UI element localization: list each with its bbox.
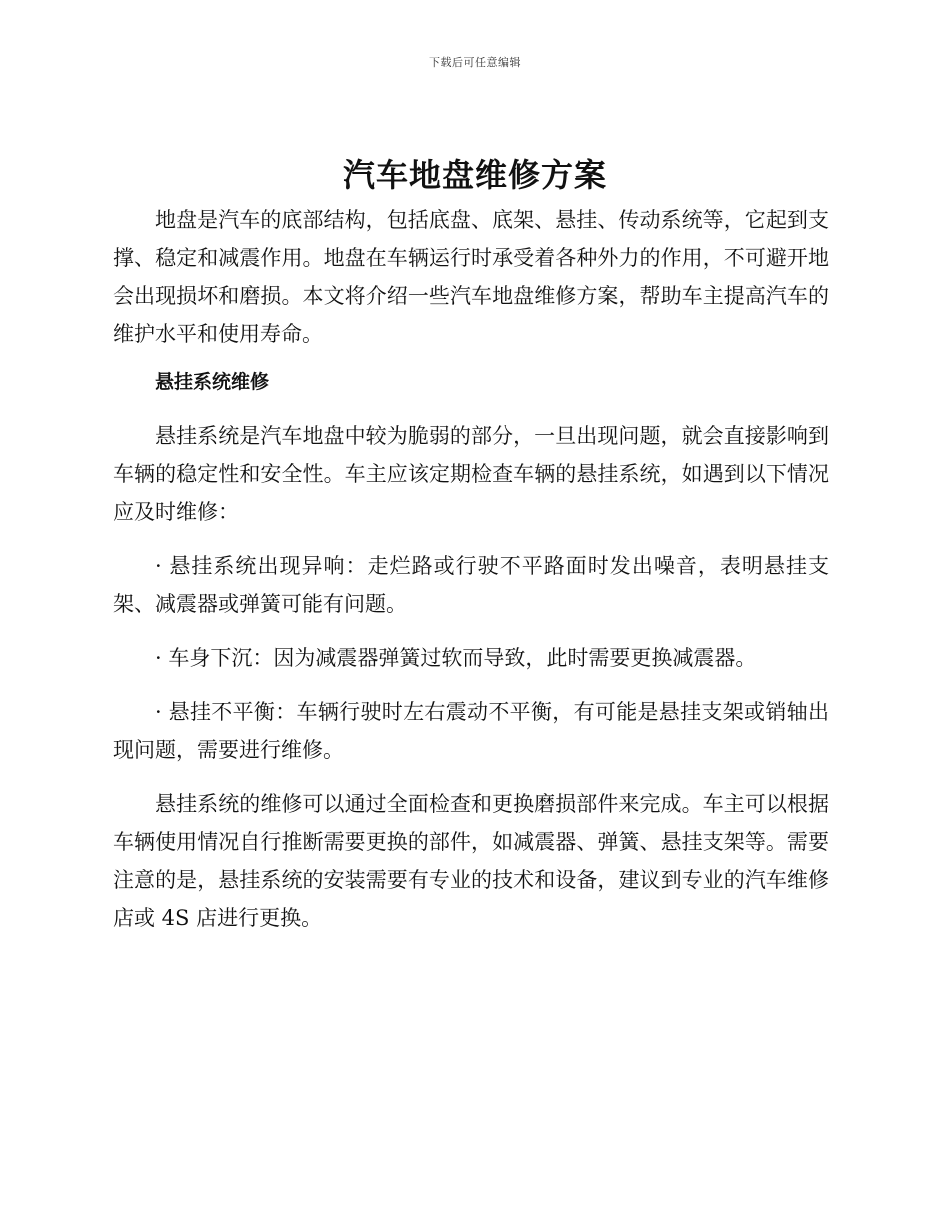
section-heading: 悬挂系统维修 xyxy=(155,371,270,393)
document-body xyxy=(113,201,829,937)
section-paragraph: 悬挂系统的维修可以通过全面检查和更换磨损部件来完成。车主可以根据车辆使用情况自行推断需要更换的部件，如减震器、弹簧、悬挂支架等。需要注意的是，悬挂系统的安装需要有专业的技术和设备，建议到专业的汽车维修店或 4S 店进行更换。 xyxy=(113,792,829,930)
intro-paragraph: 地盘是汽车的底部结构，包括底盘、底架、悬挂、传动系统等，它起到支撑、稳定和减震作用。地盘在车辆运行时承受着各种外力的作用，不可避开地会出现损坏和磨损。本文将介绍一些汽车地盘维修方案，帮助车主提高汽车的维护水平和使用寿命。 xyxy=(113,208,829,346)
bullet-item: · 悬挂系统出现异响：走烂路或行驶不平路面时发出噪音，表明悬挂支架、减震器或弹簧可能有问题。 xyxy=(113,554,829,616)
bullet-item: · 悬挂不平衡：车辆行驶时左右震动不平衡，有可能是悬挂支架或销轴出现问题，需要进行维修。 xyxy=(113,700,829,762)
bullet-item: · 车身下沉：因为减震器弹簧过软而导致，此时需要更换减震器。 xyxy=(155,646,757,670)
header-note: 下载后可任意编辑 xyxy=(429,56,521,69)
document-title: 汽车地盘维修方案 xyxy=(342,156,607,194)
section-paragraph: 悬挂系统是汽车地盘中较为脆弱的部分，一旦出现问题，就会直接影响到车辆的稳定性和安全性。车主应该定期检查车辆的悬挂系统，如遇到以下情况应及时维修： xyxy=(113,424,829,524)
